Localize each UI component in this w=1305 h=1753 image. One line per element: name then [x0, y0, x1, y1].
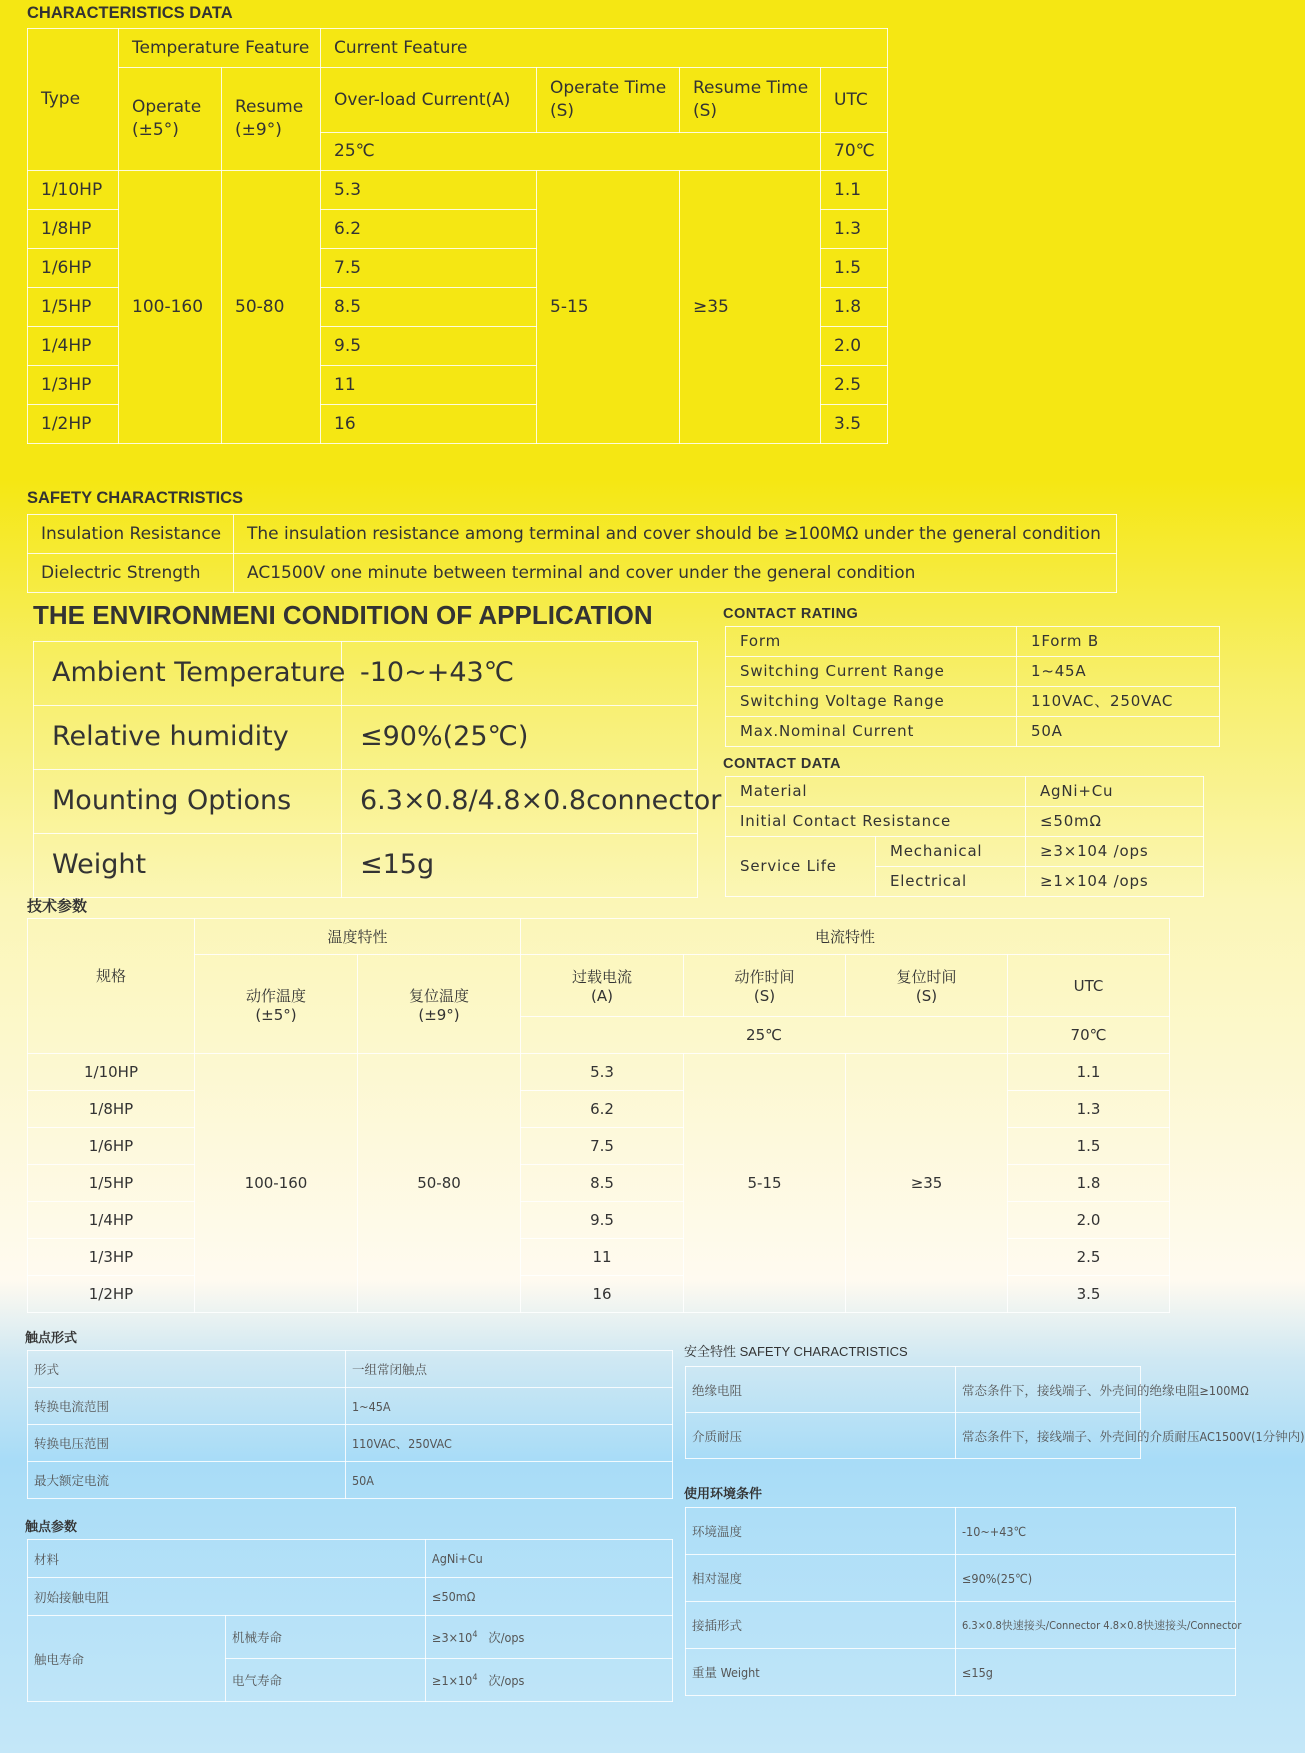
table-row	[686, 1367, 1141, 1413]
table-row	[34, 706, 698, 770]
table-row	[28, 1462, 673, 1499]
ambient-temperature-value: -10~+43℃	[342, 642, 698, 706]
cn-weight-value: ≤15g	[956, 1649, 1236, 1696]
cn-resume-time-value: ≥35	[846, 1054, 1008, 1313]
current-cell: 5.3	[321, 171, 537, 210]
relative-humidity-label: Relative humidity	[34, 706, 342, 770]
cn-electrical-value: $\ge 1\times 10^4$ 次/ops	[426, 1659, 673, 1702]
operate-time-header: Operate Time (S)	[537, 68, 680, 133]
cn-current-feature-header: 电流特性	[521, 919, 1170, 955]
characteristics-table	[27, 28, 888, 444]
cn-operate-time-header: 动作时间 (S)	[684, 955, 846, 1017]
utc-cell: 1.8	[821, 288, 888, 327]
cn-contact-form-table	[27, 1350, 673, 1499]
cn-type-cell: 1/5HP	[28, 1165, 195, 1202]
mechanical-label: Mechanical	[876, 837, 1026, 867]
cn-environment-table	[685, 1507, 1242, 1696]
insulation-resistance-value: The insulation resistance among terminal and cover should be ≥100MΩ under the general condition	[234, 515, 1117, 554]
safety-table	[27, 514, 1117, 593]
insulation-resistance-label: Insulation Resistance	[28, 515, 234, 554]
current-cell: 11	[321, 366, 537, 405]
cn-type-cell: 1/6HP	[28, 1128, 195, 1165]
weight-label: Weight	[34, 834, 342, 898]
contact-data-table	[725, 776, 1204, 897]
temp-70-header: 70℃	[821, 133, 888, 171]
type-cell: 1/10HP	[28, 171, 119, 210]
table-row	[34, 642, 698, 706]
cn-electrical-label: 电气寿命	[226, 1659, 426, 1702]
electrical-value: ≥1×104 /ops	[1026, 867, 1204, 897]
table-row	[686, 1649, 1236, 1696]
table-row	[726, 627, 1220, 657]
cn-type-cell: 1/2HP	[28, 1276, 195, 1313]
electrical-label: Electrical	[876, 867, 1026, 897]
dielectric-strength-label: Dielectric Strength	[28, 554, 234, 593]
cn-switching-voltage-label: 转换电压范围	[28, 1425, 346, 1462]
temperature-feature-header: Temperature Feature	[119, 29, 321, 68]
current-cell: 7.5	[321, 249, 537, 288]
cn-dielectric-label: 介质耐压	[686, 1413, 956, 1459]
cn-utc-cell: 2.0	[1008, 1202, 1170, 1239]
type-header: Type	[28, 29, 119, 171]
cn-max-current-label: 最大额定电流	[28, 1462, 346, 1499]
table-row	[726, 657, 1220, 687]
ambient-temperature-label: Ambient Temperature	[34, 642, 342, 706]
table-row	[686, 1555, 1236, 1602]
relative-humidity-value: ≤90%(25℃)	[342, 706, 698, 770]
table-row	[726, 717, 1220, 747]
cn-mounting-value: 6.3×0.8快速接头/Connector 4.8×0.8快速接头/Connector	[956, 1602, 1236, 1649]
mounting-options-value: 6.3×0.8/4.8×0.8connector	[342, 770, 698, 834]
mounting-options-label: Mounting Options	[34, 770, 342, 834]
table-row	[28, 1054, 1170, 1091]
cn-mechanical-label: 机械寿命	[226, 1616, 426, 1659]
form-value: 1Form B	[1017, 627, 1220, 657]
table-row	[686, 1413, 1141, 1459]
characteristics-title: CHARACTERISTICS DATA	[27, 4, 233, 22]
cn-characteristics-table	[27, 918, 1170, 1313]
cn-operate-value: 100-160	[195, 1054, 358, 1313]
switching-voltage-value: 110VAC、250VAC	[1017, 687, 1220, 717]
environment-title: THE ENVIRONMENI CONDITION OF APPLICATION	[33, 600, 653, 630]
material-value: AgNi+Cu	[1026, 777, 1204, 807]
material-label: Material	[726, 777, 1026, 807]
table-row	[726, 807, 1204, 837]
cn-environment-title: 使用环境条件	[684, 1486, 763, 1501]
utc-header: UTC	[821, 68, 888, 133]
type-cell: 1/8HP	[28, 210, 119, 249]
type-cell: 1/3HP	[28, 366, 119, 405]
cn-temp-25-header: 25℃	[521, 1017, 1008, 1054]
type-cell: 1/2HP	[28, 405, 119, 444]
cn-ambient-temperature-label: 环境温度	[686, 1508, 956, 1555]
environment-table	[33, 641, 722, 898]
operate-value: 100-160	[119, 171, 222, 444]
contact-rating-table	[725, 626, 1220, 747]
cn-current-cell: 8.5	[521, 1165, 684, 1202]
cn-resistance-value: ≤50mΩ	[426, 1578, 673, 1616]
cn-insulation-value: 常态条件下，接线端子、外壳间的绝缘电阻≥100MΩ	[956, 1367, 1141, 1413]
type-cell: 1/6HP	[28, 249, 119, 288]
cn-type-cell: 1/8HP	[28, 1091, 195, 1128]
type-cell: 1/4HP	[28, 327, 119, 366]
dielectric-strength-value: AC1500V one minute between terminal and cover under the general condition	[234, 554, 1117, 593]
cn-humidity-label: 相对湿度	[686, 1555, 956, 1602]
operate-header: Operate (±5°)	[119, 68, 222, 171]
cn-ambient-temperature-value: -10~+43℃	[956, 1508, 1236, 1555]
operate-time-value: 5-15	[537, 171, 680, 444]
cn-current-cell: 16	[521, 1276, 684, 1313]
table-row	[28, 171, 888, 210]
cn-safety-title: 安全特性 SAFETY CHARACTRISTICS	[684, 1344, 908, 1359]
contact-rating-title: CONTACT RATING	[723, 606, 859, 622]
table-row	[28, 1388, 673, 1425]
weight-value: ≤15g	[342, 834, 698, 898]
table-row	[28, 1425, 673, 1462]
cn-form-label: 形式	[28, 1351, 346, 1388]
table-row	[34, 834, 698, 898]
cn-operate-header: 动作温度 (±5°)	[195, 955, 358, 1054]
contact-data-title: CONTACT DATA	[723, 756, 841, 772]
utc-cell: 1.5	[821, 249, 888, 288]
mechanical-value: ≥3×104 /ops	[1026, 837, 1204, 867]
cn-mechanical-value: $\ge 3\times 10^4$ 次/ops	[426, 1616, 673, 1659]
max-nominal-current-value: 50A	[1017, 717, 1220, 747]
cn-utc-cell: 1.1	[1008, 1054, 1170, 1091]
resume-time-header: Resume Time (S)	[680, 68, 821, 133]
type-cell: 1/5HP	[28, 288, 119, 327]
table-row	[726, 837, 1204, 867]
temp-25-header: 25℃	[321, 133, 821, 171]
cn-overload-header: 过载电流 (A)	[521, 955, 684, 1017]
cn-humidity-value: ≤90%(25℃)	[956, 1555, 1236, 1602]
cn-type-header: 规格	[28, 919, 195, 1054]
cn-temperature-feature-header: 温度特性	[195, 919, 521, 955]
cn-characteristics-title: 技术参数	[27, 898, 88, 915]
cn-utc-cell: 1.3	[1008, 1091, 1170, 1128]
table-row	[28, 1578, 673, 1616]
cn-type-cell: 1/3HP	[28, 1239, 195, 1276]
table-row	[686, 1508, 1236, 1555]
cn-current-cell: 9.5	[521, 1202, 684, 1239]
current-feature-header: Current Feature	[321, 29, 888, 68]
table-row	[726, 777, 1204, 807]
safety-title: SAFETY CHARACTRISTICS	[27, 489, 244, 507]
table-row	[28, 1351, 673, 1388]
cn-safety-table	[685, 1366, 1305, 1459]
cn-utc-cell: 1.8	[1008, 1165, 1170, 1202]
cn-current-cell: 11	[521, 1239, 684, 1276]
initial-contact-resistance-value: ≤50mΩ	[1026, 807, 1204, 837]
table-row	[28, 1616, 673, 1659]
current-cell: 6.2	[321, 210, 537, 249]
initial-contact-resistance-label: Initial Contact Resistance	[726, 807, 1026, 837]
cn-dielectric-value: 常态条件下，接线端子、外壳间的介质耐压AC1500V(1分钟内)	[956, 1413, 1141, 1459]
cn-switching-current-label: 转换电流范围	[28, 1388, 346, 1425]
cn-contact-form-title: 触点形式	[25, 1330, 78, 1345]
table-row	[726, 687, 1220, 717]
cn-weight-label: 重量 Weight	[686, 1649, 956, 1696]
switching-current-label: Switching Current Range	[726, 657, 1017, 687]
cn-type-cell: 1/10HP	[28, 1054, 195, 1091]
resume-header: Resume (±9°)	[222, 68, 321, 171]
cn-material-value: AgNi+Cu	[426, 1540, 673, 1578]
cn-utc-cell: 1.5	[1008, 1128, 1170, 1165]
cn-switching-voltage-value: 110VAC、250VAC	[346, 1425, 673, 1462]
form-label: Form	[726, 627, 1017, 657]
max-nominal-current-label: Max.Nominal Current	[726, 717, 1017, 747]
cn-temp-70-header: 70℃	[1008, 1017, 1170, 1054]
cn-utc-cell: 3.5	[1008, 1276, 1170, 1313]
cn-resume-header: 复位温度 (±9°)	[358, 955, 521, 1054]
resume-time-value: ≥35	[680, 171, 821, 444]
table-row	[34, 770, 698, 834]
utc-cell: 1.3	[821, 210, 888, 249]
table-row	[28, 1540, 673, 1578]
cn-switching-current-value: 1~45A	[346, 1388, 673, 1425]
current-cell: 9.5	[321, 327, 537, 366]
cn-resume-value: 50-80	[358, 1054, 521, 1313]
table-row	[28, 554, 1117, 593]
cn-current-cell: 6.2	[521, 1091, 684, 1128]
switching-voltage-label: Switching Voltage Range	[726, 687, 1017, 717]
cn-life-label: 触电寿命	[28, 1616, 226, 1702]
cn-insulation-label: 绝缘电阻	[686, 1367, 956, 1413]
cn-type-cell: 1/4HP	[28, 1202, 195, 1239]
table-row	[686, 1602, 1236, 1649]
switching-current-value: 1~45A	[1017, 657, 1220, 687]
cn-resistance-label: 初始接触电阻	[28, 1578, 426, 1616]
service-life-label: Service Life	[726, 837, 876, 897]
cn-utc-header: UTC	[1008, 955, 1170, 1017]
current-cell: 8.5	[321, 288, 537, 327]
cn-resume-time-header: 复位时间 (S)	[846, 955, 1008, 1017]
cn-current-cell: 7.5	[521, 1128, 684, 1165]
table-row	[28, 515, 1117, 554]
cn-utc-cell: 2.5	[1008, 1239, 1170, 1276]
cn-form-value: 一组常闭触点	[346, 1351, 673, 1388]
cn-operate-time-value: 5-15	[684, 1054, 846, 1313]
utc-cell: 3.5	[821, 405, 888, 444]
overload-current-header: Over-load Current(A)	[321, 68, 537, 133]
current-cell: 16	[321, 405, 537, 444]
cn-current-cell: 5.3	[521, 1054, 684, 1091]
cn-max-current-value: 50A	[346, 1462, 673, 1499]
cn-material-label: 材料	[28, 1540, 426, 1578]
resume-value: 50-80	[222, 171, 321, 444]
utc-cell: 2.5	[821, 366, 888, 405]
cn-contact-params-title: 触点参数	[25, 1519, 78, 1534]
cn-mounting-label: 接插形式	[686, 1602, 956, 1649]
cn-contact-params-table	[27, 1539, 673, 1702]
utc-cell: 2.0	[821, 327, 888, 366]
utc-cell: 1.1	[821, 171, 888, 210]
